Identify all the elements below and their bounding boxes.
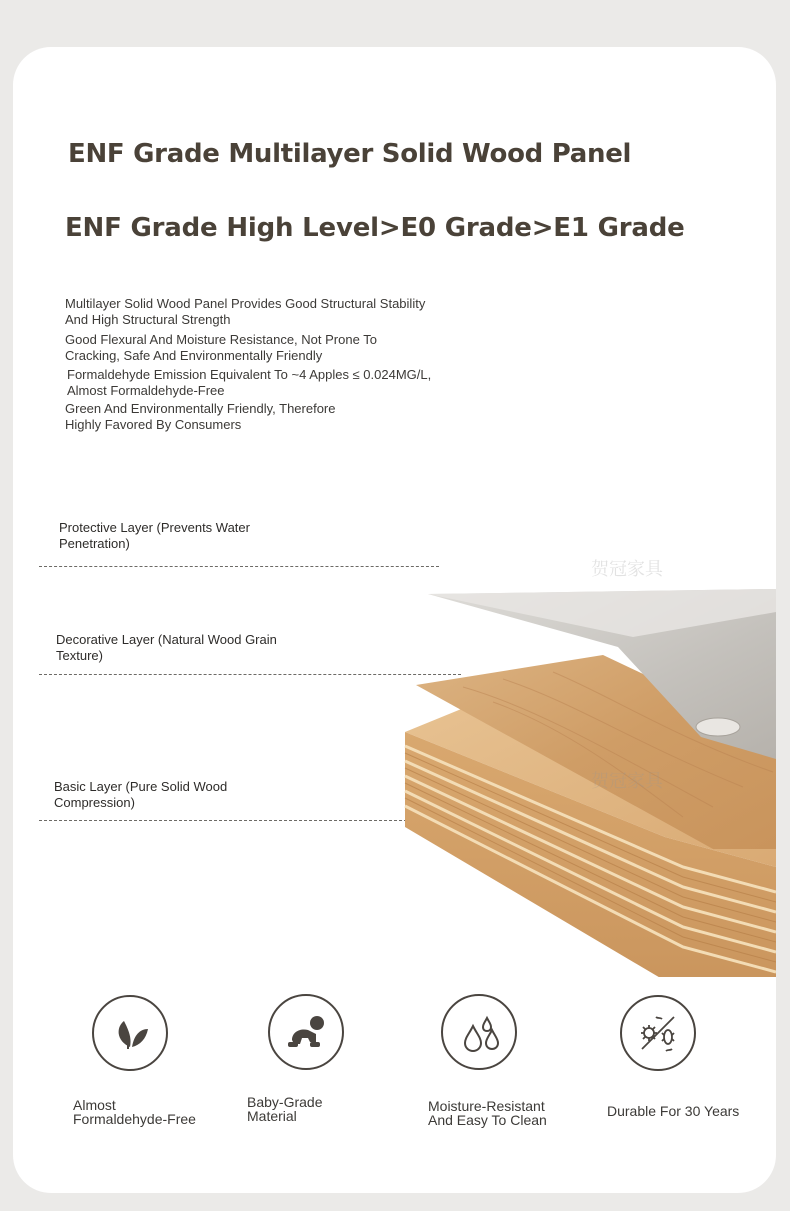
protective-layer-label: Protective Layer (Prevents Water Penetration) — [59, 520, 250, 551]
page-subtitle: ENF Grade High Level>E0 Grade>E1 Grade — [65, 213, 685, 243]
page-title: ENF Grade Multilayer Solid Wood Panel — [68, 139, 632, 169]
leaf-icon — [92, 995, 168, 1071]
basic-layer-label: Basic Layer (Pure Solid Wood Compression) — [54, 779, 228, 810]
water-droplet — [696, 718, 740, 736]
content-card — [13, 47, 776, 1193]
feature-item: Multilayer Solid Wood Panel Provides Good Structural Stability And High Structural Strength — [65, 296, 426, 327]
feature-item: Formaldehyde Emission Equivalent To ~4 Apples ≤ 0.024MG/L, Almost Formaldehyde-Free — [67, 367, 432, 398]
watermark-text: 贺冠家具 — [591, 559, 663, 580]
icon-label: Durable For 30 Years — [607, 1103, 740, 1119]
icon-label: Moisture-Resistant And Easy To Clean — [428, 1098, 547, 1128]
water-drops-icon — [441, 994, 517, 1070]
feature-item: Good Flexural And Moisture Resistance, Not Prone To Cracking, Safe And Environmentally Friendly — [65, 332, 377, 363]
protective-layer-leader — [39, 566, 439, 567]
icon-label: Almost Formaldehyde-Free — [73, 1097, 196, 1127]
baby-icon — [268, 994, 344, 1070]
decorative-layer-label: Decorative Layer (Natural Wood Grain Texture) — [56, 632, 277, 663]
icon-label: Baby-Grade Material — [247, 1094, 323, 1124]
anti-bacteria-icon — [620, 995, 696, 1071]
wood-panel-illustration — [383, 537, 776, 977]
watermark-text: 贺冠家具 — [591, 771, 663, 792]
feature-item: Green And Environmentally Friendly, Therefore Highly Favored By Consumers — [65, 401, 336, 432]
basic-layer-leader — [39, 820, 417, 821]
